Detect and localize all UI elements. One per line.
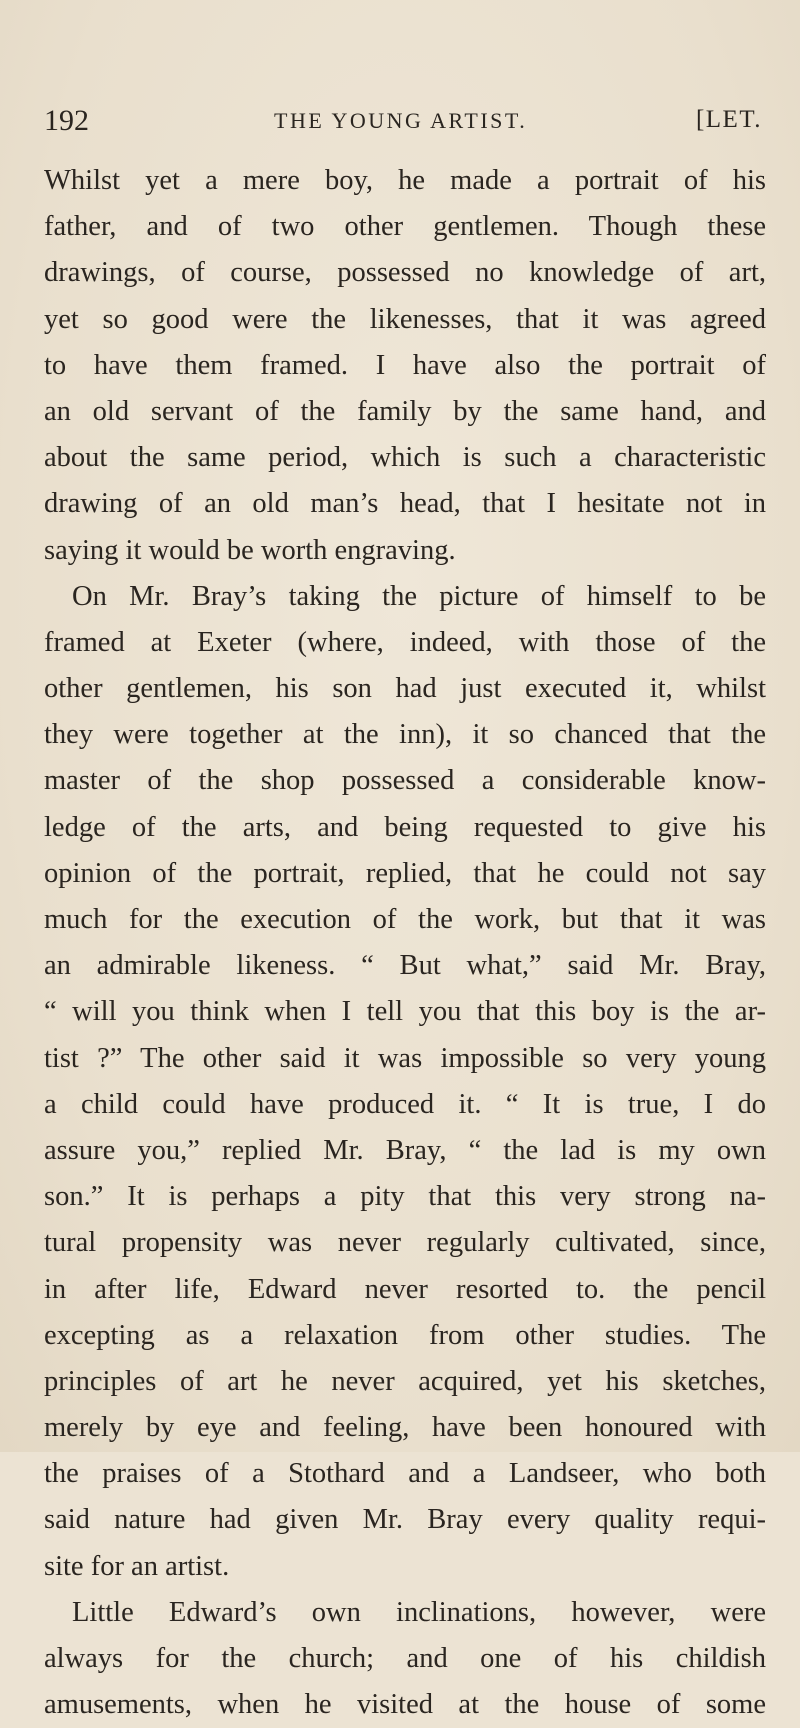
paragraph-3 <box>44 1590 766 1728</box>
text-line: drawings, of course, possessed no knowledge of art, <box>44 257 766 289</box>
text-line: said nature had given Mr. Bray every quality requi- <box>44 1504 766 1536</box>
text-line: other gentlemen, his son had just executed it, whilst <box>44 673 766 705</box>
text-line: “ will you think when I tell you that this boy is the ar- <box>44 996 766 1028</box>
body-text <box>44 158 766 1728</box>
text-line: tural propensity was never regularly cultivated, since, <box>44 1227 766 1259</box>
text-line: Whilst yet a mere boy, he made a portrait of his <box>44 165 766 196</box>
text-line: an old servant of the family by the same hand, and <box>44 395 766 427</box>
text-line: excepting as a relaxation from other studies. The <box>44 1319 766 1351</box>
running-title: THE YOUNG ARTIST. <box>274 108 528 133</box>
text-line: site for an artist. <box>44 1550 230 1582</box>
text-line: much for the execution of the work, but that it was <box>44 904 766 935</box>
text-line: ledge of the arts, and being requested to give his <box>44 811 766 843</box>
text-line: always for the church; and one of his childish <box>44 1643 766 1674</box>
text-line: to have them framed. I have also the portrait of <box>44 349 766 381</box>
text-line: Little Edward’s own inclinations, however, were <box>72 1596 766 1628</box>
text-line: a child could have produced it. “ It is true, I do <box>44 1088 766 1120</box>
paragraph-2 <box>44 574 766 1590</box>
text-line: drawing of an old man’s head, that I hesitate not in <box>44 488 766 520</box>
page-number: 192 <box>44 104 89 137</box>
text-line: about the same period, which is such a characteristic <box>44 442 766 474</box>
text-line: opinion of the portrait, replied, that he could not say <box>44 857 766 889</box>
text-line: an admirable likeness. “ But what,” said Mr. Bray, <box>44 950 766 982</box>
text-line: framed at Exeter (where, indeed, with those of the <box>44 626 766 658</box>
text-line: the praises of a Stothard and a Landseer, who both <box>44 1458 766 1490</box>
text-line: saying it would be worth engraving. <box>44 534 456 566</box>
text-line: master of the shop possessed a considerable know- <box>44 765 766 797</box>
text-line: merely by eye and feeling, have been honoured with <box>44 1412 766 1444</box>
section-mark: [LET. <box>695 106 762 133</box>
text-line: amusements, when he visited at the house of some <box>44 1689 766 1721</box>
text-line: assure you,” replied Mr. Bray, “ the lad is my own <box>44 1134 766 1166</box>
text-line: principles of art he never acquired, yet his sketches, <box>44 1365 766 1397</box>
running-head <box>44 104 766 150</box>
text-line: yet so good were the likenesses, that it was agreed <box>44 303 766 335</box>
text-line: they were together at the inn), it so chanced that the <box>44 719 766 751</box>
text-line: son.” It is perhaps a pity that this very strong na- <box>44 1181 766 1213</box>
text-line: father, and of two other gentlemen. Though these <box>44 211 766 243</box>
text-line: On Mr. Bray’s taking the picture of himself to be <box>72 580 766 612</box>
text-line: in after life, Edward never resorted to. the pencil <box>44 1273 766 1305</box>
text-line: tist ?” The other said it was impossible so very young <box>44 1042 766 1074</box>
paragraph-1 <box>44 158 766 574</box>
